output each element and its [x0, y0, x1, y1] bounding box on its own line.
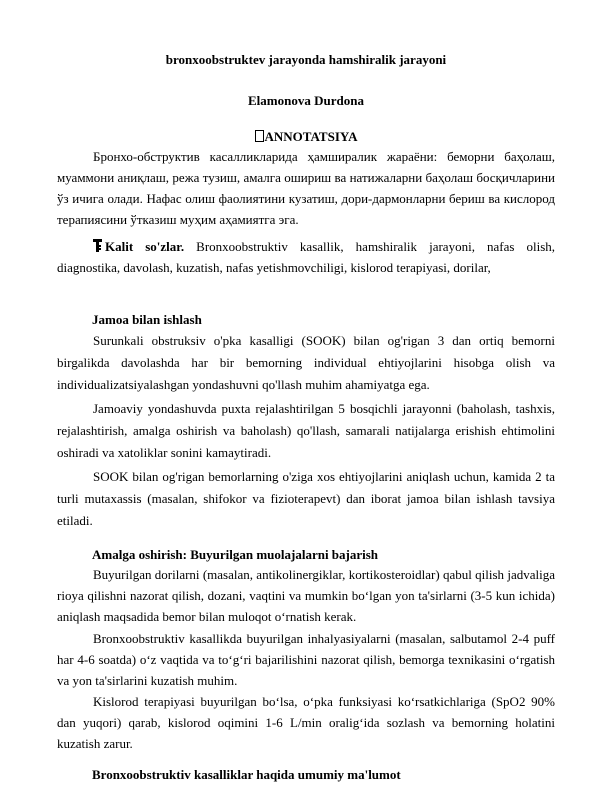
- key-bullet-icon: [93, 239, 102, 252]
- section-heading-overview: Bronxoobstruktiv kasalliklar haqida umumiy ma'lumot: [92, 767, 401, 782]
- team-paragraph-3: SOOK bilan og'rigan bemorlarning o'ziga xos ehtiyojlarini aniqlash uchun, kamida 2 ta turli mutaxassis (masalan, shifokor va fizioterapevt) dan iborat jamoa bilan ishlash tavsiya etiladi.: [57, 469, 555, 528]
- section-heading-implementation: Amalga oshirish: Buyurilgan muolajalarni bajarish: [92, 547, 379, 562]
- keywords-paragraph: [57, 236, 555, 278]
- annotation-heading: ANNOTATSIYA: [264, 129, 358, 144]
- team-paragraph-1: Surunkali obstruksiv o'pka kasalligi (SOOK) bilan og'rigan 3 dan ortiq bemorni birgalikda davolashda har bir bemorning individual ehtiyojlarini hisobga olish va individualizatsiyalashgan yondashuvni qo'llash muhim ahamiyatga ega.: [57, 333, 555, 392]
- document-author: Elamonova Durdona: [248, 93, 364, 108]
- section-heading-team: Jamoa bilan ishlash: [92, 312, 202, 327]
- keywords-text: Bronxoobstruktiv kasallik, hamshiralik jarayoni, nafas olish, diagnostika, davolash, kuzatish, nafas yetishmovchiligi, kislorod terapiyasi, dorilar,: [57, 239, 556, 275]
- annotation-paragraph: Бронхо-обструктив касалликларида ҳамширалик жараёни: беморни баҳолаш, муаммони аниқлаш, режа тузиш, амалга ошириш ва натижаларни баҳолаш босқичларини ўз ичига олади. Нафас олиш фаолиятини кузатиш, дори-дармонларни бериш ва кислород терапиясини ўтказиш муҳим аҳамиятга эга.: [57, 149, 555, 227]
- implementation-paragraph-1: Buyurilgan dorilarni (masalan, antikolinergiklar, kortikosteroidlar) qabul qilish jadvaliga rioya qilishni nazorat qilish, dozani, vaqtini va mumkin bo‘lgan yon ta'sirlarni (3-5 kun ichida) aniqlash maqsadida bemor bilan muloqot o‘rnatish kerak.: [57, 567, 555, 624]
- document-title: bronxoobstruktev jarayonda hamshiralik jarayoni: [165, 52, 447, 67]
- missing-glyph-icon: [255, 130, 264, 142]
- implementation-paragraph-3: Kislorod terapiyasi buyurilgan bo‘lsa, o‘pka funksiyasi ko‘rsatkichlariga (SpO2 90% dan yuqori) qarab, kislorod oqimini 1-6 L/min oralig‘ida sozlash va bemorning holatini kuzatish zarur.: [57, 694, 555, 751]
- annotation-heading-line: [0, 129, 612, 144]
- implementation-paragraph-2: Bronxoobstruktiv kasallikda buyurilgan inhalyasiyalarni (masalan, salbutamol 2-4 puff har 4-6 soatda) o‘z vaqtida va to‘g‘ri bajarilishini nazorat qilish, bemorga texnikasini o‘rgatish va yon ta'sirlarini kuzatish muhim.: [57, 631, 555, 688]
- keywords-label: Kalit so'zlar.: [105, 239, 185, 254]
- team-paragraph-2: Jamoaviy yondashuvda puxta rejalashtirilgan 5 bosqichli jarayonni (baholash, tashxis, rejalashtirish, amalga oshirish va baholash) qo'llash, samarali natijalarga erishish ehtimolini oshiradi va xatoliklar sonini kamaytiradi.: [57, 401, 555, 460]
